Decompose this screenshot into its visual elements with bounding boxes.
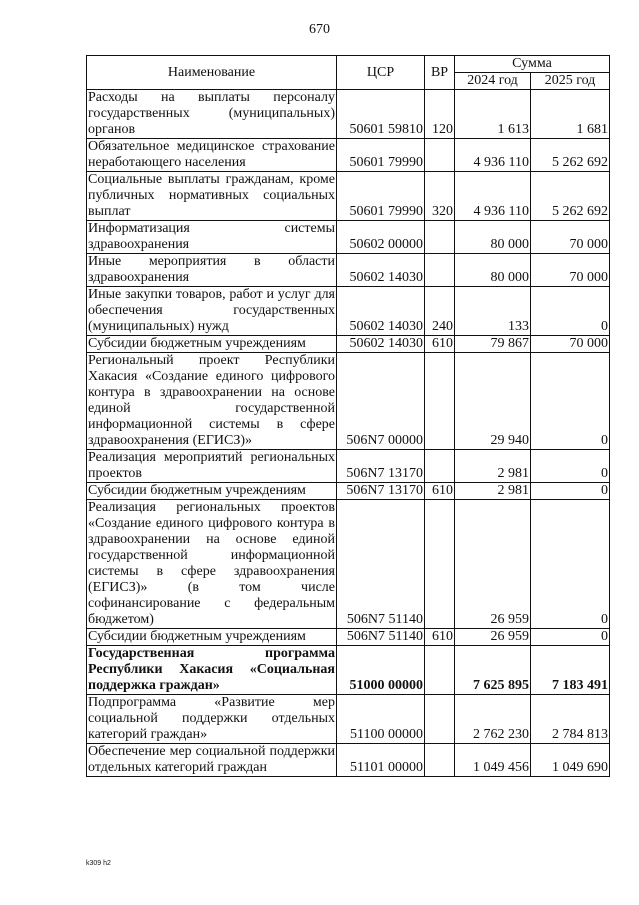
row-sum-2024: 2 981 <box>455 450 531 483</box>
row-sum-2025: 1 681 <box>531 90 610 139</box>
header-vr: ВР <box>425 56 455 90</box>
row-csr: 50601 59810 <box>337 90 425 139</box>
row-name: Расходы на выплаты персоналу государственных (муниципальных) органов <box>88 90 335 137</box>
row-name: Государственная программа Республики Хакасия «Социальная поддержка граждан» <box>88 646 335 693</box>
table-row <box>87 353 610 450</box>
row-sum-2025: 0 <box>531 629 610 646</box>
row-sum-2024: 7 625 895 <box>455 646 531 695</box>
table-row <box>87 450 610 483</box>
row-name: Подпрограмма «Развитие мер социальной поддержки отдельных категорий граждан» <box>88 695 335 742</box>
row-csr: 51000 00000 <box>337 646 425 695</box>
header-year-2025: 2025 год <box>531 73 610 90</box>
row-sum-2024: 80 000 <box>455 221 531 254</box>
table-row <box>87 629 610 646</box>
row-sum-2025: 0 <box>531 483 610 500</box>
row-sum-2025: 70 000 <box>531 254 610 287</box>
row-name: Иные закупки товаров, работ и услуг для обеспечения государственных (муниципальных) нужд <box>88 287 335 334</box>
row-sum-2025: 0 <box>531 450 610 483</box>
row-vr <box>425 139 455 172</box>
header-year-2024: 2024 год <box>455 73 531 90</box>
row-sum-2024: 133 <box>455 287 531 336</box>
row-csr: 50602 14030 <box>337 287 425 336</box>
row-csr: 506N7 51140 <box>337 629 425 646</box>
row-vr: 320 <box>425 172 455 221</box>
table-row <box>87 139 610 172</box>
row-name: Субсидии бюджетным учреждениям <box>87 483 337 500</box>
row-csr: 506N7 13170 <box>337 450 425 483</box>
row-sum-2025: 0 <box>531 500 610 629</box>
row-sum-2025: 7 183 491 <box>531 646 610 695</box>
row-name: Иные мероприятия в области здравоохранения <box>88 254 335 285</box>
row-vr <box>425 254 455 287</box>
row-csr: 50601 79990 <box>337 172 425 221</box>
row-sum-2024: 2 762 230 <box>455 695 531 744</box>
table-row <box>87 90 610 139</box>
row-name: Субсидии бюджетным учреждениям <box>87 629 337 646</box>
table-row <box>87 744 610 777</box>
row-sum-2024: 79 867 <box>455 336 531 353</box>
header-csr: ЦСР <box>337 56 425 90</box>
row-name: Субсидии бюджетным учреждениям <box>87 336 337 353</box>
row-csr: 50602 14030 <box>337 336 425 353</box>
row-vr <box>425 221 455 254</box>
row-sum-2024: 2 981 <box>455 483 531 500</box>
row-sum-2025: 0 <box>531 353 610 450</box>
row-csr: 506N7 51140 <box>337 500 425 629</box>
row-vr <box>425 450 455 483</box>
row-vr: 120 <box>425 90 455 139</box>
row-csr: 50602 14030 <box>337 254 425 287</box>
row-vr <box>425 744 455 777</box>
row-name: Информатизация системы здравоохранения <box>88 221 335 252</box>
row-vr <box>425 500 455 629</box>
row-vr <box>425 646 455 695</box>
table-row <box>87 336 610 353</box>
row-name: Социальные выплаты гражданам, кроме публичных нормативных социальных выплат <box>88 172 335 219</box>
row-sum-2024: 1 049 456 <box>455 744 531 777</box>
table-row <box>87 483 610 500</box>
row-name: Региональный проект Республики Хакасия «Создание единого цифрового контура в здравоохранении на основе единой государственной информационной системы в сфере здравоохранения (ЕГИСЗ)» <box>88 353 335 448</box>
row-vr: 610 <box>425 336 455 353</box>
row-vr: 610 <box>425 483 455 500</box>
row-vr <box>425 695 455 744</box>
header-name: Наименование <box>87 56 337 90</box>
table-row <box>87 500 610 629</box>
row-name: Обеспечение мер социальной поддержки отдельных категорий граждан <box>88 744 335 775</box>
row-sum-2025: 70 000 <box>531 221 610 254</box>
row-csr: 506N7 13170 <box>337 483 425 500</box>
row-csr: 50601 79990 <box>337 139 425 172</box>
page-number: 670 <box>309 22 330 37</box>
row-vr: 610 <box>425 629 455 646</box>
row-sum-2024: 4 936 110 <box>455 172 531 221</box>
row-sum-2024: 1 613 <box>455 90 531 139</box>
table-row <box>87 695 610 744</box>
row-sum-2025: 1 049 690 <box>531 744 610 777</box>
table-row <box>87 646 610 695</box>
row-name: Реализация мероприятий региональных проектов <box>88 450 335 481</box>
row-sum-2024: 26 959 <box>455 500 531 629</box>
table-row <box>87 254 610 287</box>
header-sum: Сумма <box>455 56 610 73</box>
row-csr: 51100 00000 <box>337 695 425 744</box>
document-code: k309 h2 <box>86 860 111 867</box>
table-row <box>87 287 610 336</box>
row-sum-2025: 2 784 813 <box>531 695 610 744</box>
row-vr: 240 <box>425 287 455 336</box>
row-sum-2025: 0 <box>531 287 610 336</box>
row-sum-2024: 4 936 110 <box>455 139 531 172</box>
row-csr: 506N7 00000 <box>337 353 425 450</box>
table-row <box>87 221 610 254</box>
budget-table <box>86 55 610 777</box>
row-sum-2025: 70 000 <box>531 336 610 353</box>
table-row <box>87 172 610 221</box>
row-csr: 51101 00000 <box>337 744 425 777</box>
row-sum-2025: 5 262 692 <box>531 172 610 221</box>
row-csr: 50602 00000 <box>337 221 425 254</box>
row-sum-2024: 29 940 <box>455 353 531 450</box>
row-sum-2024: 26 959 <box>455 629 531 646</box>
row-vr <box>425 353 455 450</box>
row-sum-2024: 80 000 <box>455 254 531 287</box>
row-name: Реализация региональных проектов «Создание единого цифрового контура в здравоохранении на основе единой государственной информационной системы в сфере здравоохранения (ЕГИСЗ)» (в том числе софинансирование с федеральным бюджетом) <box>88 500 335 627</box>
row-name: Обязательное медицинское страхование неработающего населения <box>88 139 335 170</box>
row-sum-2025: 5 262 692 <box>531 139 610 172</box>
